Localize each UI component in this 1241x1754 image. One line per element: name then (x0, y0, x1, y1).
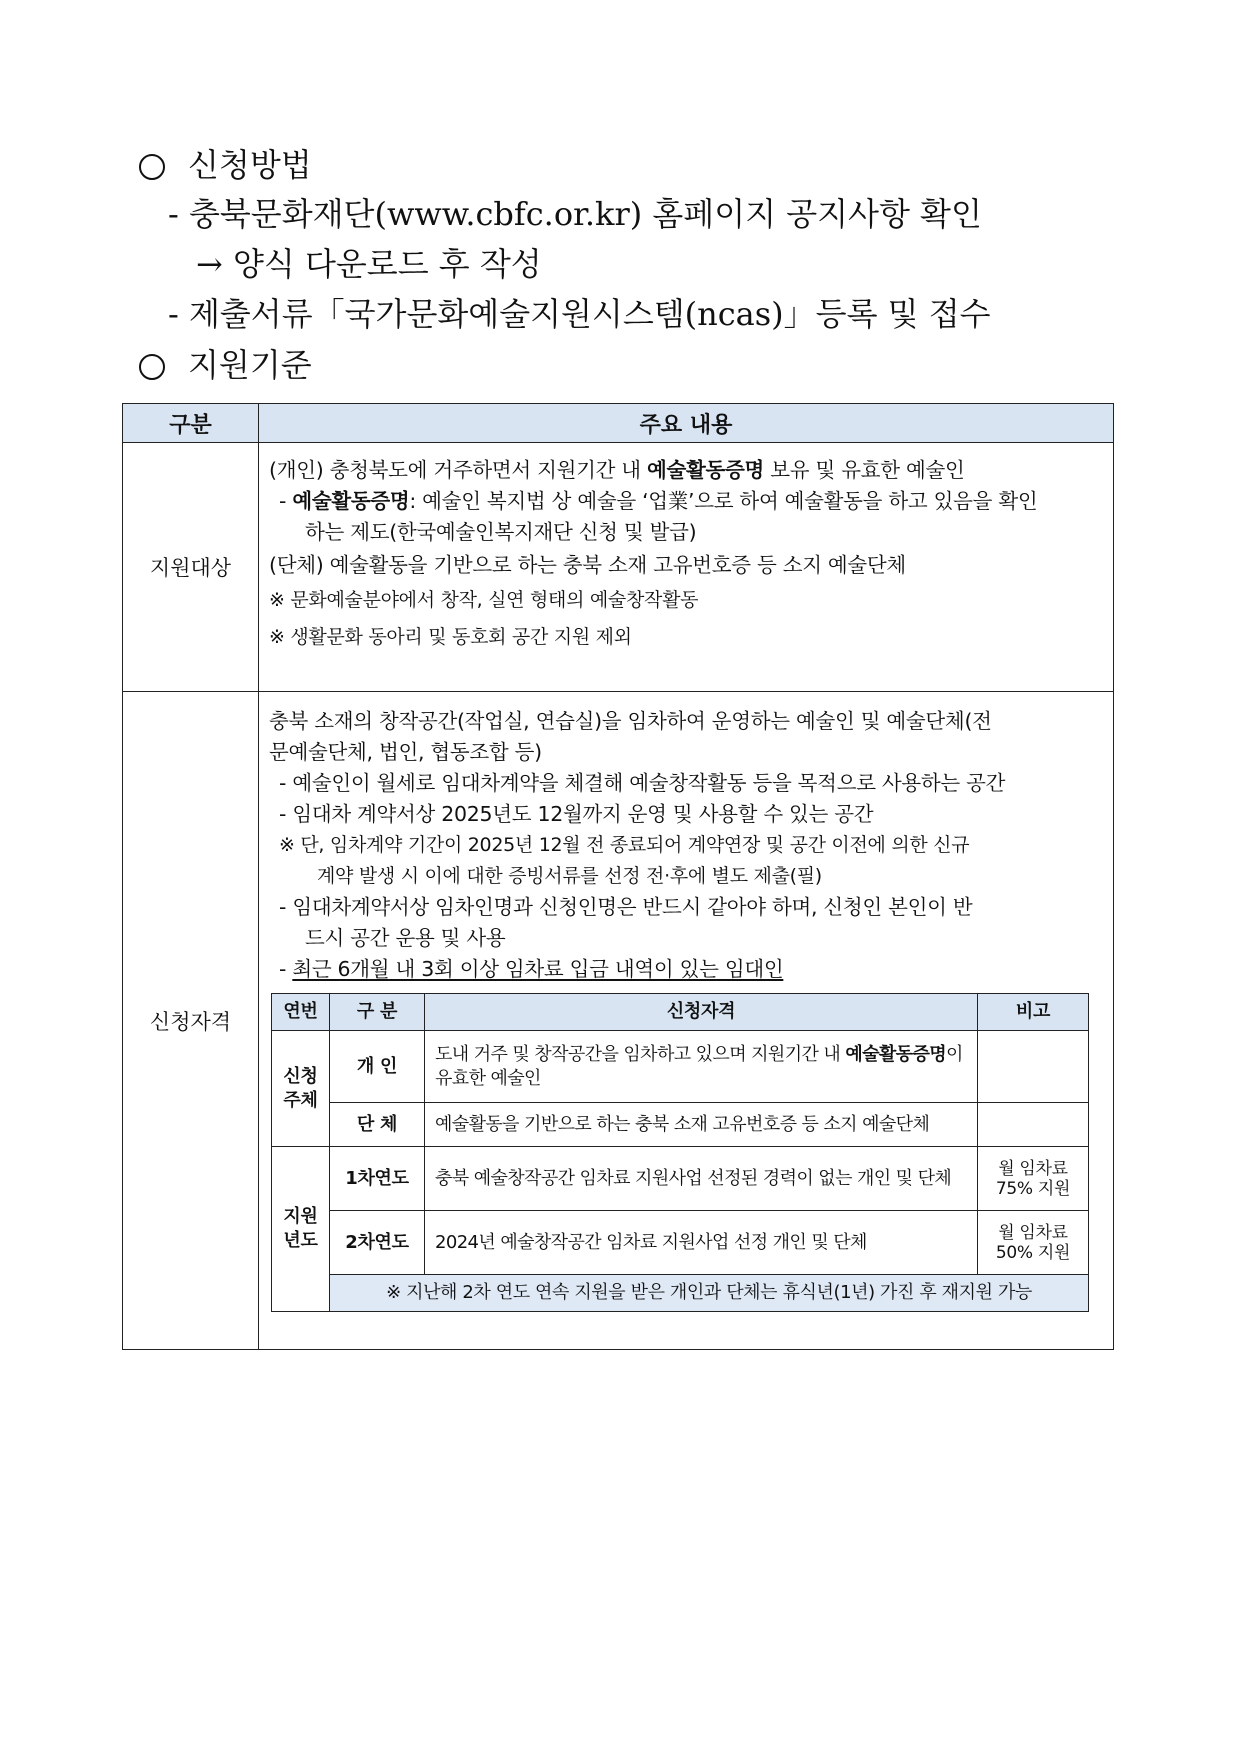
circle-bullet-icon (139, 154, 165, 180)
qual-bullet-4: - 최근 6개월 내 3회 이상 임차료 입금 내역이 있는 임대인 (279, 957, 784, 981)
qual-bullet-3: - 임대차계약서상 임차인명과 신청인명은 반드시 같아야 하며, 신청인 본인이 반 (279, 895, 973, 919)
row-year2-category: 2차연도 (330, 1211, 425, 1275)
row-individual-text: 도내 거주 및 창작공간을 임차하고 있으며 지원기간 내 예술활동증명이 유효한 예술인 (425, 1031, 978, 1103)
year-label: 지원 년도 (272, 1147, 330, 1312)
inner-header-category: 구 분 (330, 994, 425, 1031)
criteria-heading: 지원기준 (188, 346, 312, 384)
inner-header-number: 연번 (272, 994, 330, 1031)
inner-header-qualification: 신청자격 (425, 994, 978, 1031)
target-note-creative: ※ 문화예술분야에서 창작, 실연 형태의 예술창작활동 (269, 589, 699, 611)
qual-bullet-3-cont: 드시 공간 운용 및 사용 (305, 926, 506, 950)
qualification-label: 신청자격 (123, 692, 259, 1350)
qual-note-1: ※ 단, 임차계약 기간이 2025년 12월 전 종료되어 계약연장 및 공간 이전에 의한 신규 (279, 834, 970, 856)
header-content: 주요 내용 (259, 404, 1114, 443)
method-line-submit: - 제출서류「국가문화예술지원시스템(ncas)」등록 및 접수 (168, 295, 991, 333)
row-year1-category: 1차연도 (330, 1147, 425, 1211)
row-group-text: 예술활동을 기반으로 하는 충북 소재 고유번호증 등 소지 예술단체 (425, 1103, 978, 1147)
criteria-table (122, 403, 1114, 1350)
target-definition: - 예술활동증명: 예술인 복지법 상 예술을 ‘업業’으로 하여 예술활동을 하고 있음을 확인 (279, 489, 1038, 513)
qual-note-2: 계약 발생 시 이에 대한 증빙서류를 선정 전·후에 별도 제출(필) (317, 865, 822, 887)
row-group-category: 단 체 (330, 1103, 425, 1147)
target-note-exclusion: ※ 생활문화 동아리 및 동호회 공간 지원 제외 (269, 626, 632, 648)
row-year2-text: 2024년 예술창작공간 임차료 지원사업 선정 개인 및 단체 (425, 1211, 978, 1275)
qual-p1: 충북 소재의 창작공간(작업실, 연습실)을 임차하여 운영하는 예술인 및 예술단체(전 (269, 709, 992, 733)
method-line-download: → 양식 다운로드 후 작성 (196, 245, 542, 283)
target-individual: (개인) 충청북도에 거주하면서 지원기간 내 예술활동증명 보유 및 유효한 예술인 (269, 458, 965, 482)
row-individual-note (978, 1031, 1089, 1103)
qualification-content (259, 692, 1114, 1350)
method-heading: 신청방법 (188, 146, 312, 184)
row-group-note (978, 1103, 1089, 1147)
inner-header-note: 비고 (978, 994, 1089, 1031)
qualification-detail-table (271, 993, 1089, 1312)
target-label: 지원대상 (123, 443, 259, 692)
target-content (259, 443, 1114, 692)
inner-footnote: ※ 지난해 2차 연도 연속 지원을 받은 개인과 단체는 휴식년(1년) 가진 후 재지원 가능 (330, 1275, 1089, 1312)
row-year2-note: 월 임차료 50% 지원 (978, 1211, 1089, 1275)
header-category: 구분 (123, 404, 259, 443)
method-line-website: - 충북문화재단(www.cbfc.or.kr) 홈페이지 공지사항 확인 (168, 195, 982, 233)
qual-p2: 문예술단체, 법인, 협동조합 등) (269, 740, 542, 764)
subject-label: 신청 주체 (272, 1031, 330, 1147)
row-year1-note: 월 임차료 75% 지원 (978, 1147, 1089, 1211)
row-individual-category: 개 인 (330, 1031, 425, 1103)
target-group: (단체) 예술활동을 기반으로 하는 충북 소재 고유번호증 등 소지 예술단체 (269, 553, 906, 577)
row-year1-text: 충북 예술창작공간 임차료 지원사업 선정된 경력이 없는 개인 및 단체 (425, 1147, 978, 1211)
target-definition-cont: 하는 제도(한국예술인복지재단 신청 및 발급) (305, 520, 697, 544)
qual-bullet-1: - 예술인이 월세로 임대차계약을 체결해 예술창작활동 등을 목적으로 사용하는 공간 (279, 771, 1006, 795)
qual-bullet-2: - 임대차 계약서상 2025년도 12월까지 운영 및 사용할 수 있는 공간 (279, 802, 874, 826)
circle-bullet-icon (139, 354, 165, 380)
